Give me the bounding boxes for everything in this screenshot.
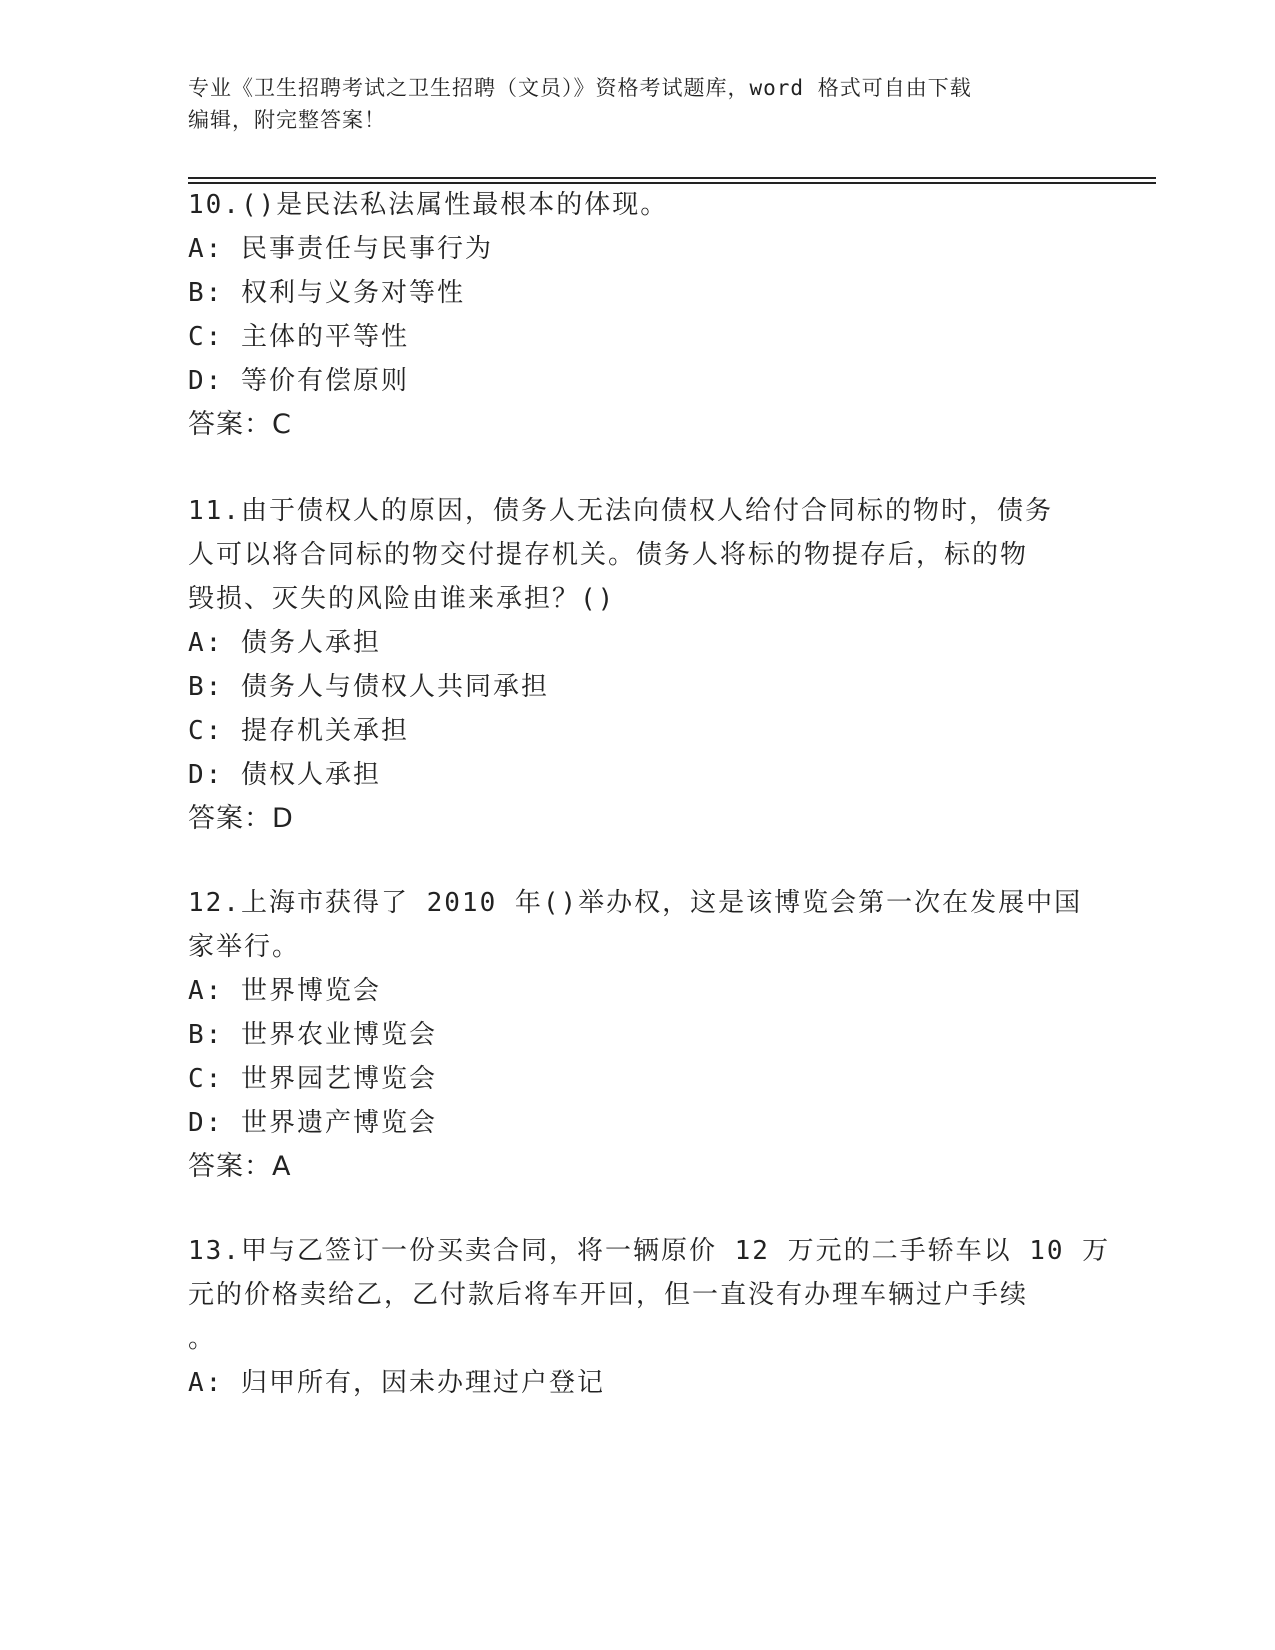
question-11-stem-line-1: 11.由于债权人的原因，债务人无法向债权人给付合同标的物时，债务	[188, 496, 1053, 526]
question-11-answer: 答案：D	[188, 803, 294, 834]
question-11-option-c: C: 提存机关承担	[188, 716, 409, 746]
question-11-option-d: D: 债权人承担	[188, 760, 381, 790]
question-10-option-a: A: 民事责任与民事行为	[188, 234, 493, 264]
question-13-stem-line-1: 13.甲与乙签订一份买卖合同，将一辆原价 12 万元的二手轿车以 10 万	[188, 1236, 1111, 1266]
question-12-option-a: A: 世界博览会	[188, 976, 381, 1006]
question-11-option-a: A: 债务人承担	[188, 628, 381, 658]
question-10-option-c: C: 主体的平等性	[188, 322, 409, 352]
question-12-option-c: C: 世界园艺博览会	[188, 1064, 437, 1094]
question-11-stem-line-3: 毁损、灭失的风险由谁来承担？()	[188, 584, 616, 614]
document-header	[188, 72, 1068, 136]
question-10-option-d: D: 等价有偿原则	[188, 366, 409, 396]
question-13-option-a: A: 归甲所有，因未办理过户登记	[188, 1368, 605, 1398]
question-10-option-b: B: 权利与义务对等性	[188, 278, 465, 308]
question-12-answer: 答案：A	[188, 1151, 292, 1182]
header-line-1: 专业《卫生招聘考试之卫生招聘（文员）》资格考试题库，word 格式可自由下载	[188, 76, 972, 100]
question-13-stem-line-2: 元的价格卖给乙，乙付款后将车开回，但一直没有办理车辆过户手续	[188, 1280, 1029, 1310]
question-11-option-b: B: 债务人与债权人共同承担	[188, 672, 549, 702]
question-12-stem-line-2: 家举行。	[188, 932, 301, 962]
question-10-answer: 答案：C	[188, 409, 292, 440]
question-12-option-d: D: 世界遗产博览会	[188, 1108, 437, 1138]
question-13-stem-line-3: 。	[188, 1324, 217, 1354]
header-divider-top	[188, 177, 1156, 179]
question-12-option-b: B: 世界农业博览会	[188, 1020, 437, 1050]
question-11-stem-line-2: 人可以将合同标的物交付提存机关。债务人将标的物提存后，标的物	[188, 540, 1029, 570]
question-10-stem: 10.()是民法私法属性最根本的体现。	[188, 190, 669, 220]
header-line-2: 编辑，附完整答案！	[188, 108, 386, 132]
question-12-stem-line-1: 12.上海市获得了 2010 年()举办权，这是该博览会第一次在发展中国	[188, 888, 1083, 918]
header-divider-bottom	[188, 182, 1156, 184]
